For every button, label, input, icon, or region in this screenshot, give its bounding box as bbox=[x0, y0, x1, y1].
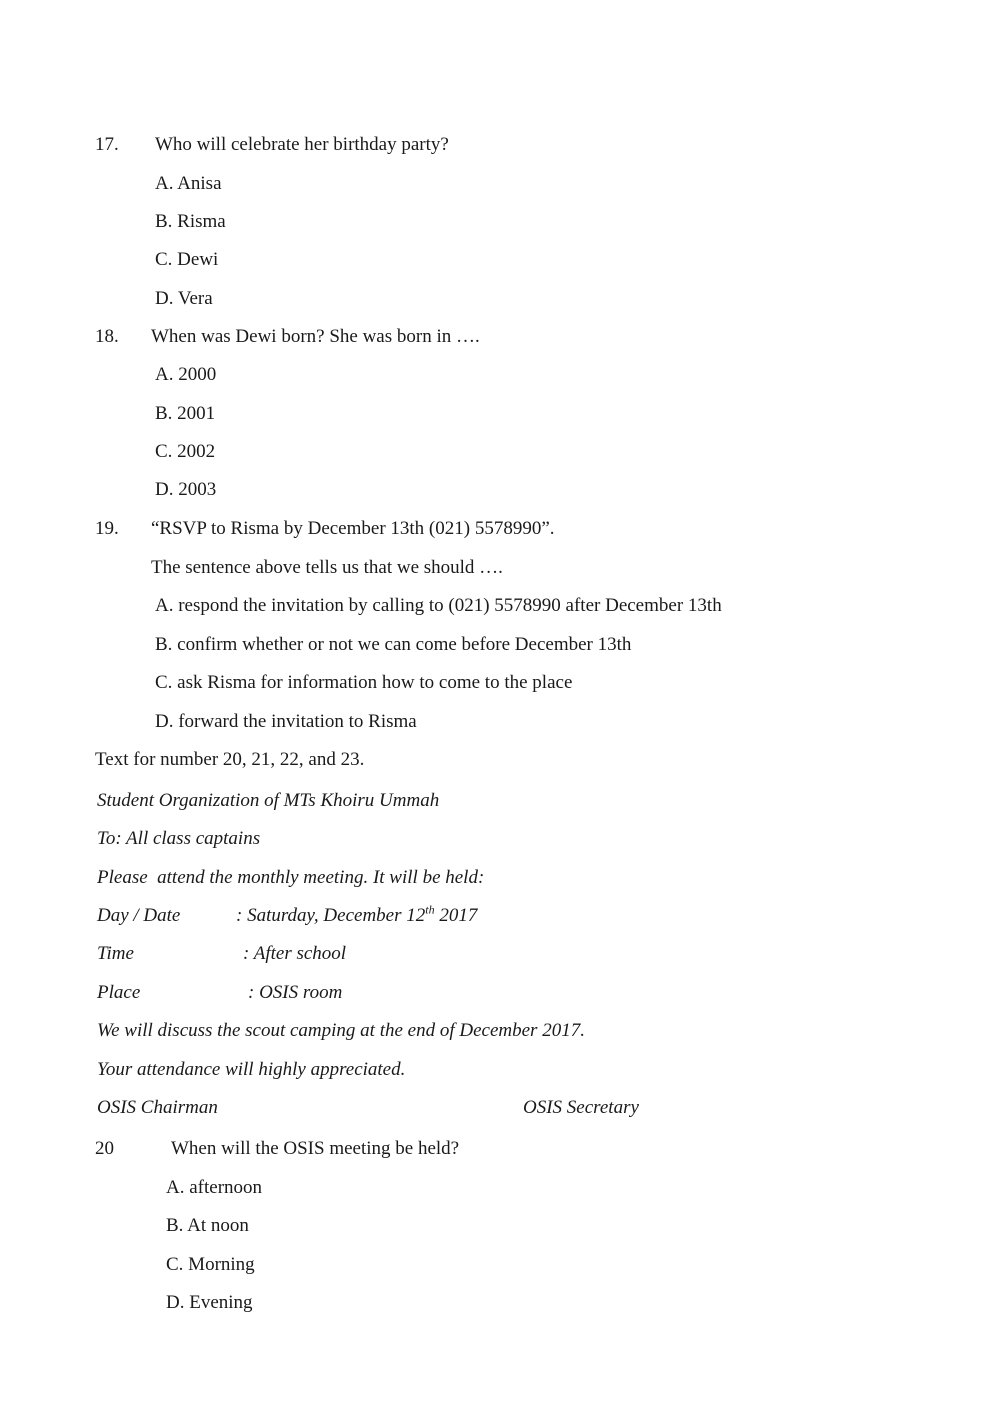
q17-number: 17. bbox=[95, 134, 119, 155]
notice-place-value: : OSIS room bbox=[248, 982, 343, 1003]
q17-option-d: D. Vera bbox=[155, 288, 213, 309]
q17-question: Who will celebrate her birthday party? bbox=[155, 134, 449, 155]
notice-discuss: We will discuss the scout camping at the end of December 2017. bbox=[97, 1020, 585, 1041]
q18-number: 18. bbox=[95, 326, 119, 347]
q19-option-b: B. confirm whether or not we can come before December 13th bbox=[155, 634, 632, 655]
q19-number: 19. bbox=[95, 518, 119, 539]
q18-question: When was Dewi born? She was born in …. bbox=[151, 326, 480, 347]
q20-number: 20 bbox=[95, 1138, 114, 1159]
notice-day-value-sup: th bbox=[425, 902, 435, 917]
q19-option-d: D. forward the invitation to Risma bbox=[155, 711, 417, 732]
q17-option-b: B. Risma bbox=[155, 211, 226, 232]
notice-place-label: Place bbox=[97, 982, 141, 1003]
q20-option-c: C. Morning bbox=[166, 1254, 255, 1275]
notice-secretary: OSIS Secretary bbox=[523, 1097, 639, 1118]
notice-day-label: Day / Date bbox=[97, 905, 181, 926]
notice-day-value-main: : Saturday, December 12 bbox=[236, 905, 426, 926]
notice-chairman: OSIS Chairman bbox=[97, 1097, 218, 1118]
q18-option-c: C. 2002 bbox=[155, 441, 216, 462]
q20-option-a: A. afternoon bbox=[166, 1177, 263, 1198]
q20-option-d: D. Evening bbox=[166, 1292, 253, 1313]
q18-option-a: A. 2000 bbox=[155, 364, 217, 385]
q17-option-a: A. Anisa bbox=[155, 173, 222, 194]
q20-option-b: B. At noon bbox=[166, 1215, 249, 1236]
q19-option-c: C. ask Risma for information how to come to the place bbox=[155, 672, 573, 693]
notice-attendance: Your attendance will highly appreciated. bbox=[97, 1059, 406, 1080]
q18-option-d: D. 2003 bbox=[155, 479, 217, 500]
notice-time-value: : After school bbox=[243, 943, 347, 964]
text-intro: Text for number 20, 21, 22, and 23. bbox=[95, 749, 365, 770]
q17-option-c: C. Dewi bbox=[155, 249, 219, 270]
notice-org: Student Organization of MTs Khoiru Ummah bbox=[97, 790, 440, 811]
q19-option-a: A. respond the invitation by calling to (021) 5578990 after December 13th bbox=[155, 595, 722, 616]
notice-to: To: All class captains bbox=[97, 828, 261, 849]
q19-quote: “RSVP to Risma by December 13th (021) 5578990”. bbox=[151, 518, 555, 539]
q20-question: When will the OSIS meeting be held? bbox=[171, 1138, 460, 1159]
notice-day-value bbox=[236, 902, 478, 927]
q19-question: The sentence above tells us that we should …. bbox=[151, 557, 503, 578]
notice-day-value-year: 2017 bbox=[434, 905, 478, 926]
q18-option-b: B. 2001 bbox=[155, 403, 216, 424]
notice-intro: Please attend the monthly meeting. It will be held: bbox=[97, 867, 485, 888]
notice-time-label: Time bbox=[97, 943, 134, 964]
